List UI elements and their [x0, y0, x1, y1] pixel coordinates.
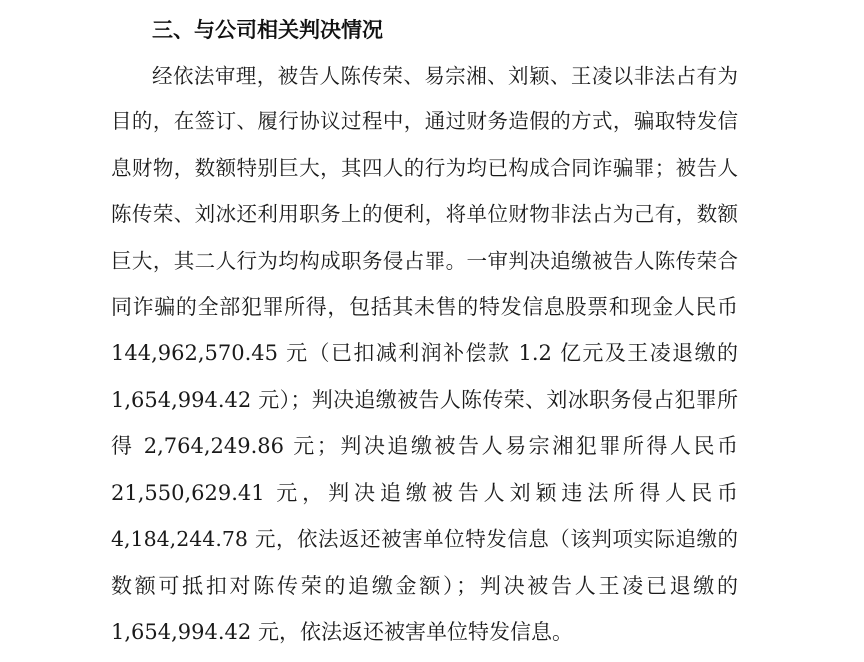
paragraph-line: 陈传荣、刘冰还利用职务上的便利，将单位财物非法占为己有，数额 — [111, 202, 738, 226]
paragraph-line: 目的，在签订、履行协议过程中，通过财务造假的方式，骗取特发信 — [111, 109, 738, 133]
paragraph-line: 4,184,244.78 元，依法返还被害单位特发信息（该判项实际追缴的 — [111, 527, 738, 551]
paragraph-line: 144,962,570.45 元（已扣减利润补偿款 1.2 亿元及王凌退缴的 — [111, 341, 738, 365]
paragraph-line: 21,550,629.41 元，判决追缴被告人刘颖违法所得人民币 — [111, 481, 738, 505]
paragraph-line: 得 2,764,249.86 元；判决追缴被告人易宗湘犯罪所得人民币 — [111, 434, 738, 458]
section-title: 三、与公司相关判决情况 — [152, 18, 383, 42]
paragraph-line: 1,654,994.42 元，依法返还被害单位特发信息。 — [111, 620, 573, 644]
paragraph-line: 息财物，数额特别巨大，其四人的行为均已构成合同诈骗罪；被告人 — [111, 156, 738, 180]
paragraph-line: 数额可抵扣对陈传荣的追缴金额）；判决被告人王凌已退缴的 — [111, 574, 738, 598]
paragraph-line: 经依法审理，被告人陈传荣、易宗湘、刘颖、王凌以非法占有为 — [152, 64, 738, 88]
paragraph-line: 1,654,994.42 元）；判决追缴被告人陈传荣、刘冰职务侵占犯罪所 — [111, 388, 738, 412]
paragraph-line: 同诈骗的全部犯罪所得，包括其未售的特发信息股票和现金人民币 — [111, 295, 738, 319]
paragraph-line: 巨大，其二人行为均构成职务侵占罪。一审判决追缴被告人陈传荣合 — [111, 249, 738, 273]
